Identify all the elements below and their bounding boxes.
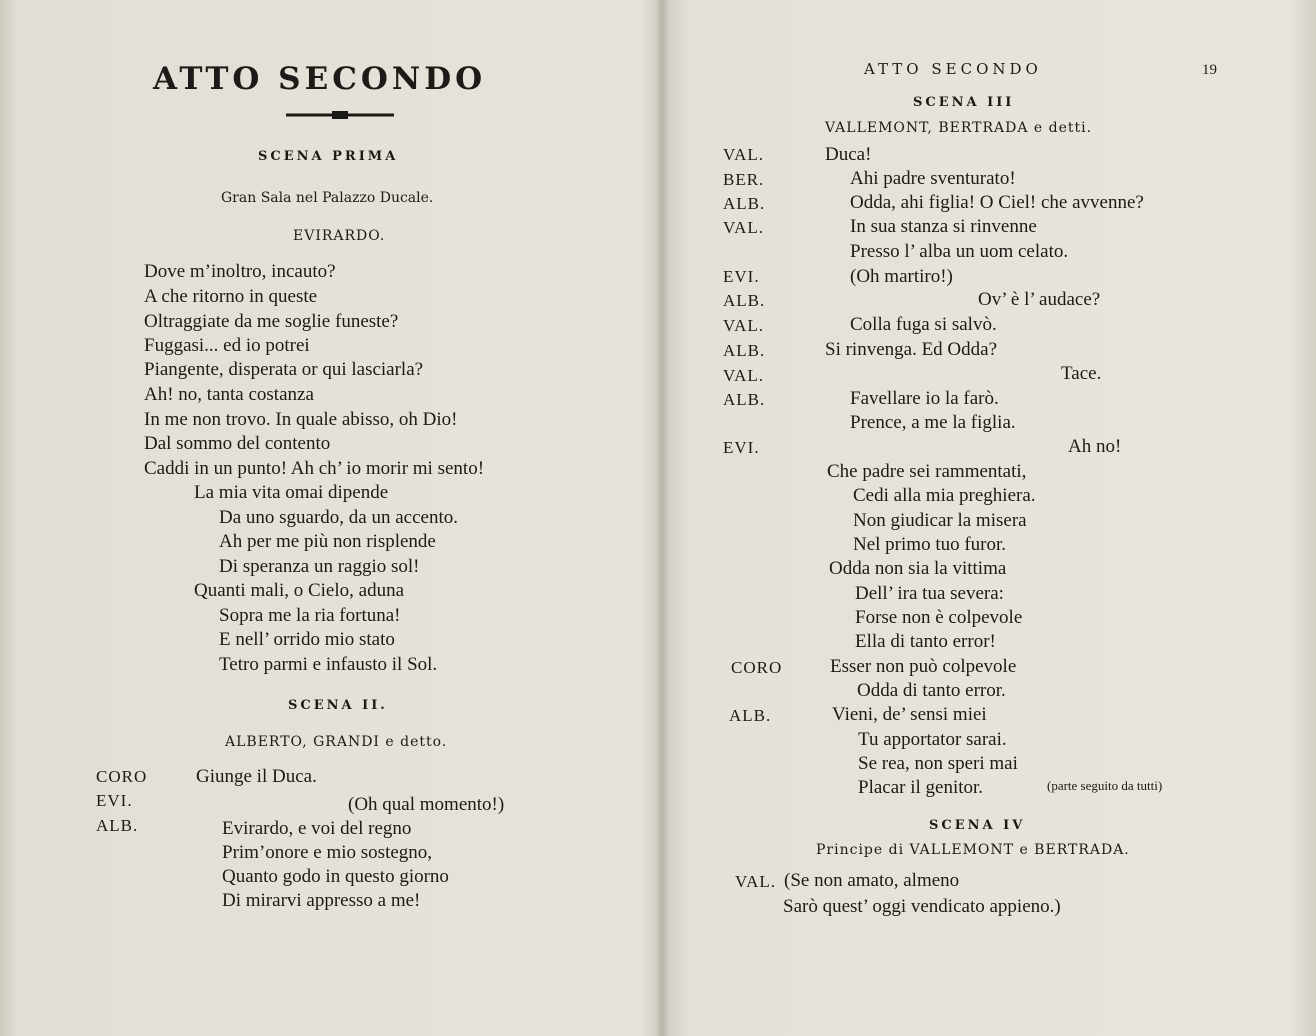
verse-line: Sopra me la ria fortuna!	[219, 605, 401, 626]
verse-line: Vieni, de’ sensi miei	[832, 704, 987, 725]
speaker-label: ALB.	[723, 291, 766, 310]
verse-line: Quanto godo in questo giorno	[222, 866, 449, 887]
speaker-label: VAL.	[723, 366, 764, 385]
page-number: 19	[1202, 62, 1217, 78]
verse-line: Colla fuga si salvò.	[850, 314, 997, 335]
verse-line: Caddi in un punto! Ah ch’ io morir mi sento!	[144, 458, 485, 479]
verse-line: Evirardo, e voi del regno	[222, 818, 412, 839]
running-head: ATTO SECONDO	[864, 60, 1042, 78]
verse-line: Si rinvenga. Ed Odda?	[825, 339, 998, 360]
verse-line: Di speranza un raggio sol!	[219, 556, 420, 577]
scene-3-heading: SCENA III	[913, 95, 1015, 110]
verse-line: Ov’ è l’ audace?	[978, 289, 1101, 310]
verse-line: Da uno sguardo, da un accento.	[219, 507, 459, 528]
ornament-rule	[286, 110, 394, 120]
verse-line: Non giudicar la misera	[853, 510, 1027, 531]
verse-line: Di mirarvi appresso a me!	[222, 890, 421, 911]
speaker-label: ALB.	[729, 706, 772, 725]
scene-1-setting: Gran Sala nel Palazzo Ducale.	[221, 190, 434, 206]
verse-line: In me non trovo. In quale abisso, oh Dio!	[144, 409, 458, 430]
act-title: ATTO SECONDO	[153, 61, 487, 97]
verse-line: La mia vita omai dipende	[194, 482, 389, 503]
verse-line: Ahi padre sventurato!	[850, 168, 1016, 189]
verse-line: Tu apportator sarai.	[858, 729, 1007, 750]
speaker-label: BER.	[723, 170, 765, 189]
verse-line: Quanti mali, o Cielo, aduna	[194, 580, 405, 601]
speaker-label: EVI.	[96, 791, 133, 810]
verse-line: Ah no!	[1068, 436, 1122, 457]
verse-line: Sarò quest’ oggi vendicato appieno.)	[783, 896, 1061, 917]
right-page	[665, 0, 1316, 1036]
verse-line: In sua stanza si rinvenne	[850, 216, 1037, 237]
speaker-label: VAL.	[735, 872, 776, 891]
verse-line: Dell’ ira tua severa:	[855, 583, 1004, 604]
verse-line: (Oh martiro!)	[850, 266, 953, 287]
verse-line: Piangente, disperata or qui lasciarla?	[144, 359, 424, 380]
verse-line: Tace.	[1061, 363, 1102, 384]
scene-4-heading: SCENA IV	[929, 818, 1026, 833]
verse-line: A che ritorno in queste	[144, 286, 318, 307]
verse-line: (Oh qual momento!)	[348, 794, 505, 815]
speaker-label: ALB.	[723, 390, 766, 409]
speaker-label: EVI.	[723, 438, 760, 457]
verse-line: Giunge il Duca.	[196, 766, 317, 787]
speaker-label: VAL.	[723, 145, 764, 164]
scene-2-characters: ALBERTO, GRANDI e detto.	[225, 734, 448, 750]
speaker-label: CORO	[731, 658, 783, 677]
verse-line: Se rea, non speri mai	[858, 753, 1018, 774]
verse-line: Che padre sei rammentati,	[827, 461, 1027, 482]
scene-2-heading: SCENA II.	[288, 698, 388, 713]
speaker-label: ALB.	[723, 341, 766, 360]
verse-line: Ella di tanto error!	[855, 631, 996, 652]
stage-direction: (parte seguito da tutti)	[1047, 778, 1163, 793]
verse-line: Nel primo tuo furor.	[853, 534, 1007, 555]
speaker-label: CORO	[96, 767, 148, 786]
verse-line: Fuggasi... ed io potrei	[144, 335, 310, 356]
verse-line: Prence, a me la figlia.	[850, 412, 1016, 433]
verse-line: Tetro parmi e infausto il Sol.	[219, 654, 438, 675]
speaker-label: ALB.	[723, 194, 766, 213]
verse-line: Oltraggiate da me soglie funeste?	[144, 311, 399, 332]
verse-line: Esser non può colpevole	[830, 656, 1017, 677]
speaker-label: ALB.	[96, 816, 139, 835]
speaker-label: EVI.	[723, 267, 760, 286]
verse-line: Ah! no, tanta costanza	[144, 384, 314, 405]
scene-1-heading: SCENA PRIMA	[258, 149, 399, 164]
scene-3-characters: VALLEMONT, BERTRADA e detti.	[825, 120, 1093, 136]
verse-line: Favellare io la farò.	[850, 388, 999, 409]
speaker-label: VAL.	[723, 316, 764, 335]
verse-line: Odda, ahi figlia! O Ciel! che avvenne?	[850, 192, 1144, 213]
verse-line: Forse non è colpevole	[855, 607, 1023, 628]
verse-line: Cedi alla mia preghiera.	[853, 485, 1036, 506]
verse-line: Placar il genitor.	[858, 777, 984, 798]
verse-line: Odda non sia la vittima	[829, 558, 1007, 579]
verse-line: Dove m’inoltro, incauto?	[144, 261, 336, 282]
verse-line: Prim’onore e mio sostegno,	[222, 842, 433, 863]
verse-line: Presso l’ alba un uom celato.	[850, 241, 1069, 262]
verse-line: Odda di tanto error.	[857, 680, 1006, 701]
speaker-label: VAL.	[723, 218, 764, 237]
verse-line: (Se non amato, almeno	[784, 870, 960, 891]
verse-line: Ah per me più non risplende	[219, 531, 436, 552]
verse-line: Duca!	[825, 144, 872, 165]
scene-1-character: EVIRARDO.	[293, 228, 386, 244]
scene-4-characters: Principe di VALLEMONT e BERTRADA.	[816, 842, 1130, 858]
verse-line: Dal sommo del contento	[144, 433, 331, 454]
verse-line: E nell’ orrido mio stato	[219, 629, 395, 650]
